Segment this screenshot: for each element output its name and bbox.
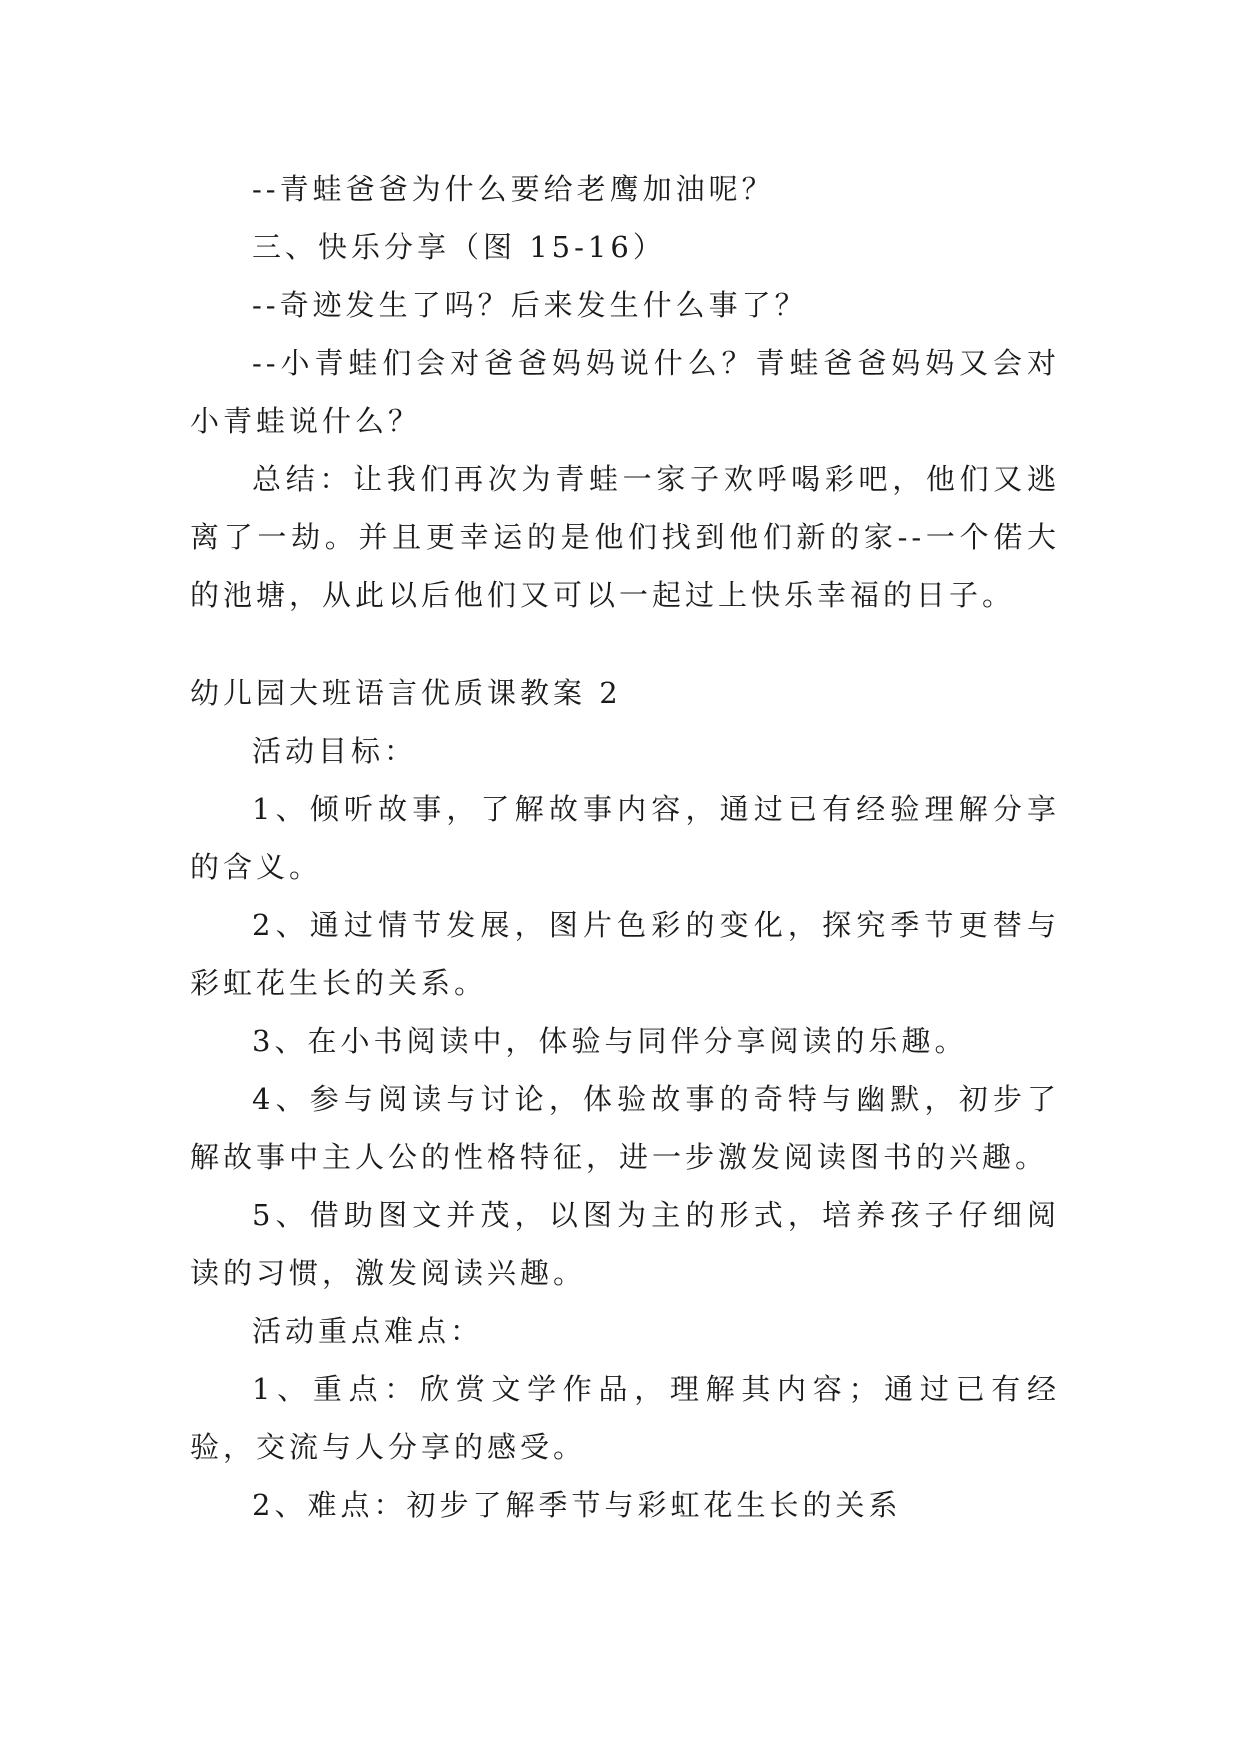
paragraph: 三、快乐分享（图 15-16） [252,230,666,264]
paragraph: 2、通过情节发展，图片色彩的变化，探究季节更替与彩虹花生长的关系。 [190,908,1060,1000]
paragraph: 总结：让我们再次为青蛙一家子欢呼喝彩吧，他们又逃离了一劫。并且更幸运的是他们找到他们新的家--一个偌大的池塘，从此以后他们又可以一起过上快乐幸福的日子。 [190,462,1060,612]
paragraph: --小青蛙们会对爸爸妈妈说什么？青蛙爸爸妈妈又会对小青蛙说什么？ [190,346,1060,438]
section-title: 幼儿园大班语言优质课教案 2 [190,676,622,710]
paragraph: 1、重点：欣赏文学作品，理解其内容；通过已有经验，交流与人分享的感受。 [190,1372,1060,1464]
paragraph: --青蛙爸爸为什么要给老鹰加油呢？ [252,172,775,206]
paragraph: 1、倾听故事，了解故事内容，通过已有经验理解分享的含义。 [190,792,1060,884]
paragraph: 3、在小书阅读中，体验与同伴分享阅读的乐趣。 [252,1024,968,1058]
paragraph: 4、参与阅读与讨论，体验故事的奇特与幽默，初步了解故事中主人公的性格特征，进一步激发阅读图书的兴趣。 [190,1082,1060,1174]
paragraph: --奇迹发生了吗？后来发生什么事了？ [252,288,808,322]
paragraph: 2、难点：初步了解季节与彩虹花生长的关系 [252,1488,902,1522]
paragraph: 活动重点难点： [252,1314,484,1348]
document-body [190,160,1060,1534]
paragraph: 5、借助图文并茂，以图为主的形式，培养孩子仔细阅读的习惯，激发阅读兴趣。 [190,1198,1060,1290]
paragraph: 活动目标： [252,734,418,768]
